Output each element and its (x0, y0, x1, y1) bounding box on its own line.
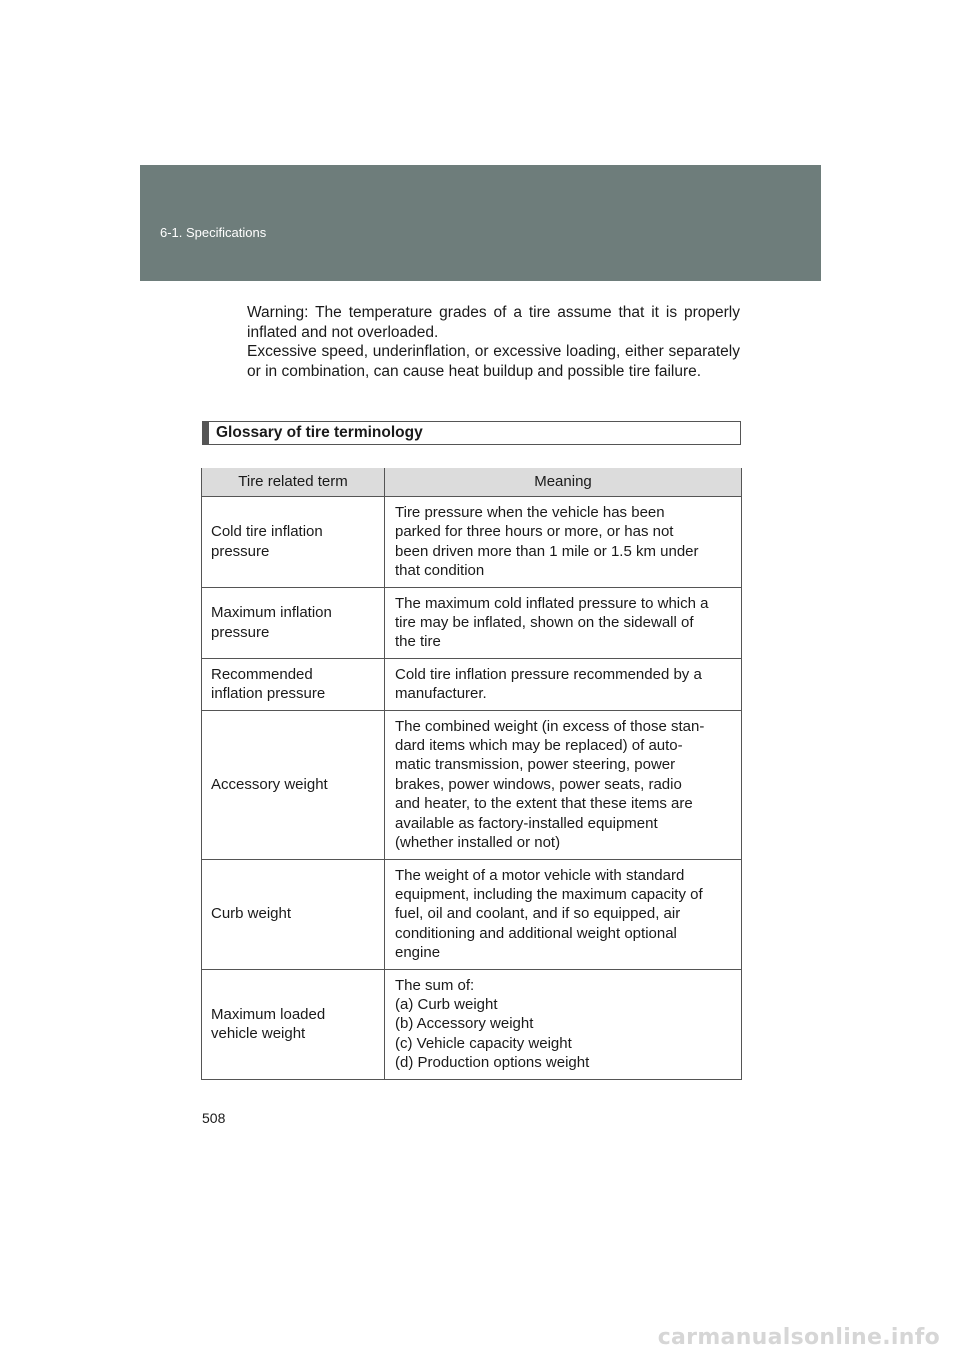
meaning-text: and heater, to the extent that these items are (395, 795, 693, 813)
meaning-text: Cold tire inflation pressure recommended by a (395, 665, 702, 683)
column-header-term: Tire related term (202, 468, 385, 497)
meaning-text: engine (395, 944, 441, 962)
term-cell (202, 859, 385, 969)
meaning-text: conditioning and additional weight optional (395, 924, 677, 942)
meaning-cell (385, 587, 742, 658)
meaning-text: The maximum cold inflated pressure to which a (395, 594, 709, 612)
meaning-text: The combined weight (in excess of those stan- (395, 717, 705, 735)
warning-paragraph-2: Excessive speed, underinflation, or excessive loading, either separately or in combination, can cause heat buildup and possible tire failure. (247, 343, 740, 380)
meaning-text: Tire pressure when the vehicle has been (395, 504, 665, 521)
meaning-cell (385, 859, 742, 969)
term-cell (202, 658, 385, 710)
term-cell (202, 497, 385, 588)
term-text: pressure (211, 623, 270, 641)
term-cell (202, 710, 385, 859)
glossary-table (201, 468, 742, 1080)
meaning-text: the tire (395, 633, 441, 651)
meaning-text: (a) Curb weight (395, 995, 498, 1013)
meaning-text: (b) Accessory weight (395, 1015, 534, 1033)
meaning-text: brakes, power windows, power seats, radio (395, 775, 682, 793)
meaning-cell (385, 969, 742, 1079)
meaning-text: The weight of a motor vehicle with standard (395, 866, 685, 884)
glossary-title: Glossary of tire terminology (216, 424, 423, 441)
meaning-cell (385, 497, 742, 588)
term-text: Recommended (211, 665, 313, 683)
meaning-text: dard items which may be replaced) of auto- (395, 737, 683, 755)
meaning-text: fuel, oil and coolant, and if so equipped, air (395, 905, 681, 923)
term-cell (202, 969, 385, 1079)
glossary-table-body (202, 497, 742, 1080)
term-text: Curb weight (211, 905, 292, 923)
term-text: pressure (211, 542, 270, 560)
section-header-band (140, 165, 821, 281)
table-row (202, 658, 742, 710)
meaning-text: (d) Production options weight (395, 1054, 590, 1072)
term-text: Accessory weight (211, 775, 328, 793)
meaning-text: (whether installed or not) (395, 834, 561, 852)
meaning-text: manufacturer. (395, 685, 487, 703)
meaning-text: been driven more than 1 mile or 1.5 km under (395, 542, 699, 560)
column-header-meaning: Meaning (385, 468, 742, 497)
table-row (202, 710, 742, 859)
glossary-heading (202, 421, 741, 445)
meaning-cell (385, 658, 742, 710)
term-text: Cold tire inflation (211, 523, 323, 541)
term-text: vehicle weight (211, 1025, 306, 1043)
watermark: carmanualsonline.info (657, 1325, 940, 1350)
meaning-text: (c) Vehicle capacity weight (395, 1034, 572, 1052)
table-header-row (202, 468, 742, 497)
term-text: Maximum inflation (211, 604, 332, 622)
meaning-text: tire may be inflated, shown on the sidewall of (395, 614, 694, 632)
table-row (202, 497, 742, 588)
warning-paragraph-1: Warning: The temperature grades of a tire assume that it is properly inflated and not overloaded. (247, 304, 740, 341)
table-row (202, 859, 742, 969)
meaning-text: that condition (395, 562, 485, 580)
term-cell (202, 587, 385, 658)
table-row (202, 969, 742, 1079)
table-row (202, 587, 742, 658)
page-number: 508 (202, 1110, 226, 1126)
warning-text (247, 303, 740, 381)
meaning-text: matic transmission, power steering, power (395, 756, 676, 774)
heading-accent-bar (203, 422, 209, 444)
term-text: Maximum loaded (211, 1005, 326, 1023)
meaning-cell (385, 710, 742, 859)
meaning-text: equipment, including the maximum capacity of (395, 885, 703, 903)
section-reference: 6-1. Specifications (160, 225, 267, 240)
meaning-text: The sum of: (395, 976, 475, 994)
term-text: inflation pressure (211, 685, 326, 703)
meaning-text: available as factory-installed equipment (395, 814, 658, 832)
meaning-text: parked for three hours or more, or has not (395, 523, 674, 541)
